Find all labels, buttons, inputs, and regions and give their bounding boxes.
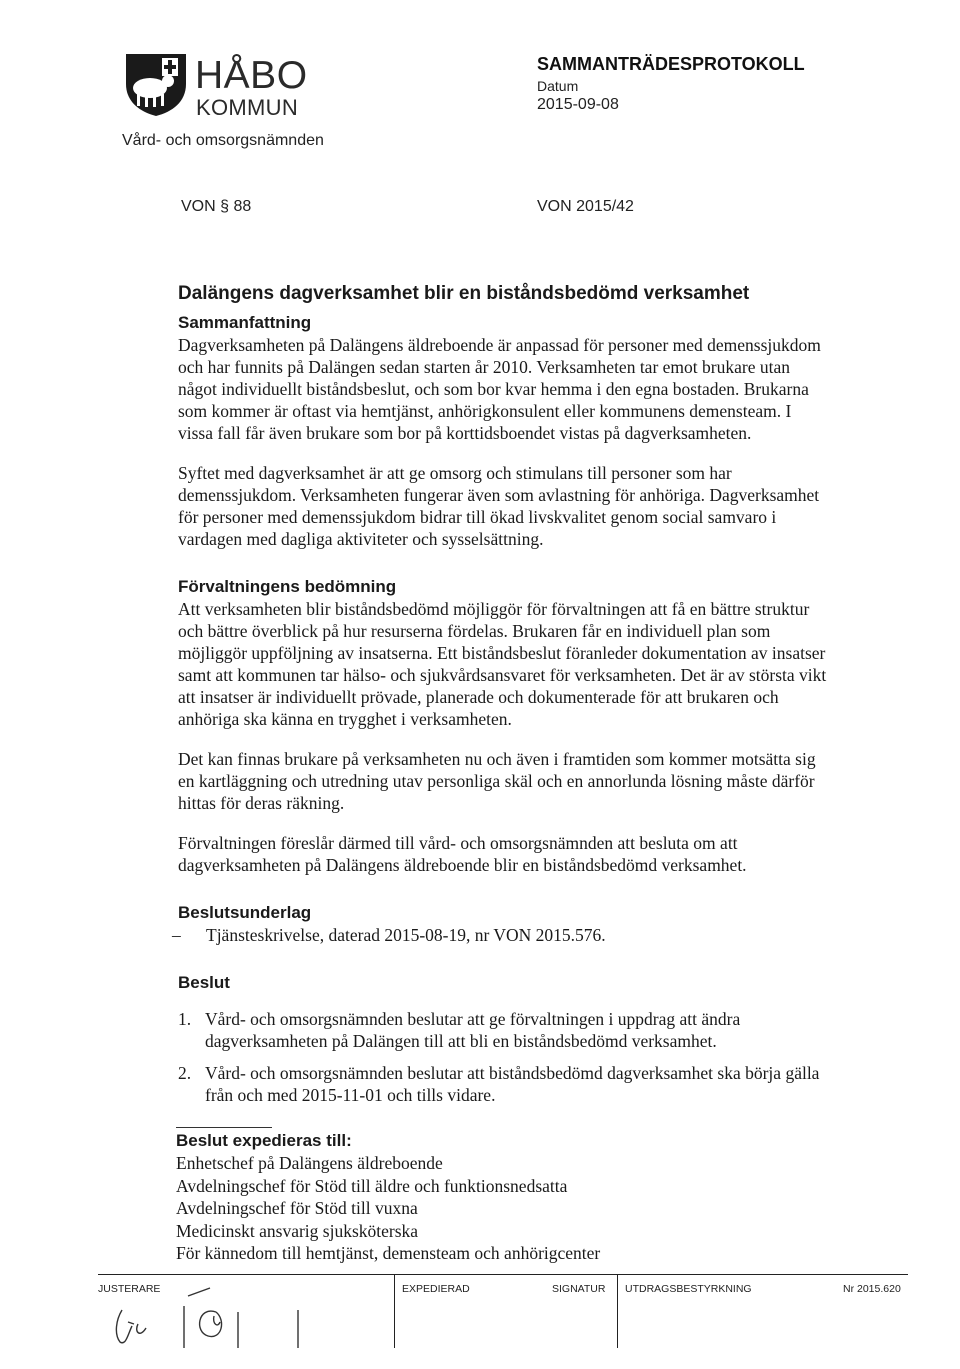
footer-column-divider xyxy=(617,1274,618,1348)
list-item xyxy=(178,1062,828,1106)
committee-name: Vård- och omsorgsnämnden xyxy=(122,132,324,149)
decision-heading: Beslut xyxy=(178,973,230,992)
footer xyxy=(98,1274,908,1354)
decision-text: Vård- och omsorgsnämnden beslutar att ge förvaltningen i uppdrag att ändra dagverksamheten på Dalängen till att bli en biståndsbedömd verksamhet. xyxy=(205,1009,741,1051)
document-body xyxy=(172,282,828,1116)
org-name: HÅBO xyxy=(195,54,308,97)
org-subtitle: KOMMUN xyxy=(196,95,299,120)
list-item: För kännedom till hemtjänst, demensteam och anhörigcenter xyxy=(176,1243,601,1263)
basis-item-text: Tjänsteskrivelse, daterad 2015-08-19, nr VON 2015.576. xyxy=(206,925,606,945)
basis-heading: Beslutsunderlag xyxy=(178,903,312,922)
utdragsbestyrkning-label: UTDRAGSBESTYRKNING xyxy=(625,1283,752,1295)
justerare-label: JUSTERARE xyxy=(98,1283,161,1295)
dispatch-heading: Beslut expedieras till: xyxy=(176,1131,352,1150)
footer-divider xyxy=(98,1274,908,1275)
list-item: Enhetschef på Dalängens äldreboende xyxy=(176,1153,443,1173)
assessment-paragraph: Att verksamheten blir biståndsbedömd möjliggör för förvaltningen att få en bättre struktur och bättre överblick på hur resurserna fördelas. Brukaren får en individuell plan som möjliggör uppföljning av insatserna. Ett biståndsbeslut föranleder dokumentation av insatser samt att kommunen tar hälso- och sjukvårdsansvaret för verksamheten. Det är av största vikt att insatser är individuellt prövade, planerade och dokumenterade för att brukaren och anhöriga ska känna en trygghet i verksamheten. xyxy=(178,599,827,729)
protocol-title: SAMMANTRÄDESPROTOKOLL xyxy=(537,54,805,74)
document-title: Dalängens dagverksamhet blir en biståndsbedömd verksamhet xyxy=(178,283,750,304)
decision-number: 2. xyxy=(178,1063,192,1083)
decision-list xyxy=(178,1008,828,1106)
dash-marker: – xyxy=(172,925,181,945)
list-item: Avdelningschef för Stöd till äldre och funktionsnedsatta xyxy=(176,1175,568,1196)
footer-column-divider xyxy=(394,1274,395,1348)
handwritten-initials xyxy=(98,1284,308,1348)
list-item: Avdelningschef för Stöd till vuxna xyxy=(176,1198,418,1218)
date-label: Datum xyxy=(537,78,579,94)
decision-text: Vård- och omsorgsnämnden beslutar att biståndsbedömd dagverksamhet ska börja gälla från och med 2015-11-01 och tills vidare. xyxy=(205,1063,820,1105)
summary-heading: Sammanfattning xyxy=(178,313,312,332)
expedierad-label: EXPEDIERAD xyxy=(402,1283,470,1295)
purpose-paragraph: Syftet med dagverksamhet är att ge omsorg och stimulans till personer som har demenssjukdom. Verksamheten fungerar även som avlastning för anhöriga. Dagverksamhet för personer med demenssjukdom bidrar till ökad livskvalitet genom social samvaro i vardagen med dagliga aktiviteter och sysselsättning. xyxy=(178,463,820,549)
summary-paragraph: Dagverksamheten på Dalängens äldreboende är anpassad för personer med demenssjukdom och har funnits på Dalängen sedan starten år 2010. Verksamheten tar emot brukare utan något individuellt biståndsbeslut, och som bor kvar hemma i den egna bostaden. Brukarna som kommer är oftast via hemtjänst, anhörigkonsulent eller kommunens demensteam. I vissa fall får även brukare som bor på korttidsboendet vistas på dagverksamheten. xyxy=(178,335,821,443)
signatur-label: SIGNATUR xyxy=(552,1283,606,1295)
date-value: 2015-09-08 xyxy=(537,96,619,113)
basis-list xyxy=(172,924,828,946)
assessment-heading: Förvaltningens bedömning xyxy=(178,577,397,596)
list-item xyxy=(172,924,828,946)
case-reference: VON 2015/42 xyxy=(537,198,634,215)
divider xyxy=(176,1127,272,1128)
document-number: Nr 2015.620 xyxy=(843,1283,901,1295)
list-item: Medicinskt ansvarig sjuksköterska xyxy=(176,1220,419,1241)
proposal-paragraph: Förvaltningen föreslår därmed till vård- och omsorgsnämnden att besluta om att dagverksamheten på Dalängens äldreboende blir en biståndsbedömd verksamhet. xyxy=(178,833,747,875)
list-item xyxy=(178,1008,828,1052)
hbo-coat-of-arms-icon xyxy=(122,50,190,118)
exception-paragraph: Det kan finnas brukare på verksamheten nu och även i framtiden som kommer motsätta sig en kartläggning och utredning utav personliga skäl och en annorlunda lösning måste därför hittas för deras räkning. xyxy=(178,749,816,813)
dispatch-block xyxy=(176,1130,736,1265)
decision-number: 1. xyxy=(178,1009,192,1029)
paragraph-reference: VON § 88 xyxy=(181,198,252,215)
